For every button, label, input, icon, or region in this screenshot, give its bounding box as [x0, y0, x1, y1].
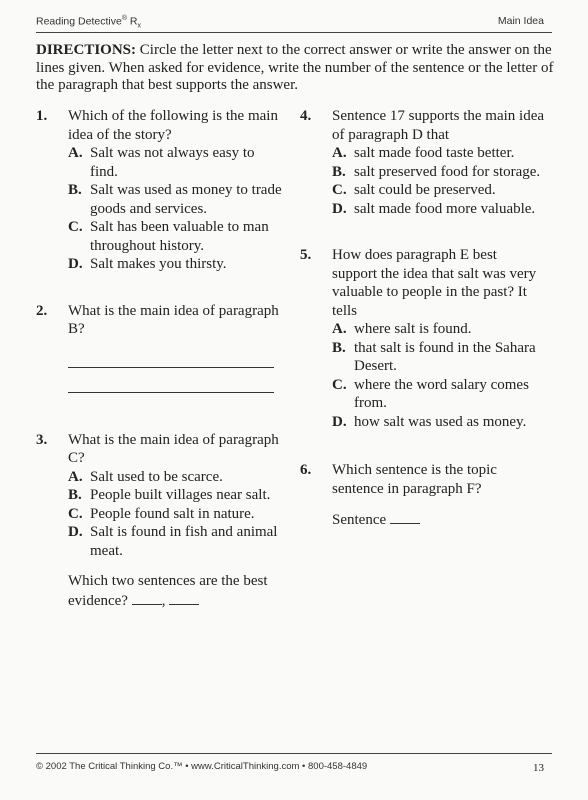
- option-d[interactable]: D. Salt makes you thirsty.: [68, 256, 227, 272]
- question-text: What is the main idea of paragraph C?: [68, 431, 279, 466]
- option-a[interactable]: A. Salt used to be scarce.: [68, 468, 223, 485]
- option-a[interactable]: A. Salt was not always easy to find.: [68, 145, 255, 180]
- option-b[interactable]: B. salt preserved food for storage.: [332, 163, 541, 180]
- option-c[interactable]: C. Salt has been valuable to man throughout history.: [68, 219, 269, 254]
- answer-line[interactable]: [68, 367, 274, 368]
- question-5: 5. How does paragraph E best support the idea that salt was very valuable to people in the past? It tells A. where salt is found. B. that salt is found in the Sahara Desert. C. where the word salary comes from. D. how salt was used as money.: [300, 246, 545, 431]
- right-column: [300, 107, 545, 530]
- page-number: 13: [533, 762, 544, 774]
- left-column: [36, 107, 286, 610]
- option-d[interactable]: D. salt made food more valuable.: [332, 200, 536, 217]
- sentence-answer: Sentence: [332, 510, 545, 530]
- option-d[interactable]: D. Salt is found in fish and animal meat.: [68, 524, 278, 559]
- copyright-footer: © 2002 The Critical Thinking Co.™ • www.CriticalThinking.com • 800-458-4849: [36, 761, 368, 772]
- directions-paragraph: [36, 42, 556, 95]
- option-a[interactable]: A. where salt is found.: [332, 321, 472, 337]
- directions-text: Circle the letter next to the correct answer or write the answer on the lines given. When asked for evidence, write the number of the sentence or the letter of the paragraph that best supports the answer.: [36, 42, 554, 93]
- book-title-header: Reading Detective® $R_x$: [36, 15, 141, 30]
- footer-rule: [36, 753, 552, 754]
- answer-line[interactable]: [68, 392, 274, 393]
- question-6: 6. Which sentence is the topic sentence in paragraph F? Sentence: [300, 461, 545, 530]
- option-c[interactable]: C. People found salt in nature.: [68, 505, 255, 522]
- question-2: 2. What is the main idea of paragraph B?: [36, 302, 286, 393]
- question-3: 3. What is the main idea of paragraph C? A. Salt used to be scarce. B. People built villages near salt. C. People found salt in nature. D. Salt is found in fish and animal meat. Which two sentences are the best evidence? ,: [36, 431, 286, 611]
- question-4: 4. Sentence 17 supports the main idea of paragraph D that A. salt made food taste better. B. salt preserved food for storage. C. salt could be preserved. D. salt made food more valuable.: [300, 108, 545, 217]
- option-b[interactable]: B. that salt is found in the Sahara Desert.: [332, 339, 536, 374]
- header-rule: [36, 32, 552, 33]
- evidence-blank[interactable]: [169, 591, 199, 605]
- question-1: 1. Which of the following is the main idea of the story? A. Salt was not always easy to find. B. Salt was used as money to trade goods and services. C. Salt has been valuable to man throughout history. D. Salt makes you thirsty.: [36, 107, 286, 274]
- evidence-blank[interactable]: [132, 591, 162, 605]
- question-text: How does paragraph E best support the idea that salt was very valuable to people in the past? It tells: [332, 247, 537, 319]
- question-text: Sentence 17 supports the main idea of paragraph D that: [332, 108, 545, 143]
- section-title-header: Main Idea: [497, 15, 544, 27]
- option-c[interactable]: C. where the word salary comes from.: [332, 376, 529, 411]
- evidence-prompt: Which two sentences are the best evidence? ,: [68, 573, 268, 609]
- question-text: Which sentence is the topic sentence in paragraph F?: [332, 462, 497, 497]
- question-text: Which of the following is the main idea of the story?: [68, 108, 278, 143]
- option-b[interactable]: B. Salt was used as money to trade goods and services.: [68, 182, 282, 217]
- option-a[interactable]: A. salt made food taste better.: [332, 145, 515, 161]
- option-c[interactable]: C. salt could be preserved.: [332, 182, 496, 198]
- option-d[interactable]: D. how salt was used as money.: [332, 413, 527, 430]
- sentence-blank[interactable]: [390, 510, 420, 524]
- question-text: What is the main idea of paragraph B?: [68, 302, 279, 337]
- directions-label: DIRECTIONS:: [36, 42, 137, 58]
- option-b[interactable]: B. People built villages near salt.: [68, 487, 271, 503]
